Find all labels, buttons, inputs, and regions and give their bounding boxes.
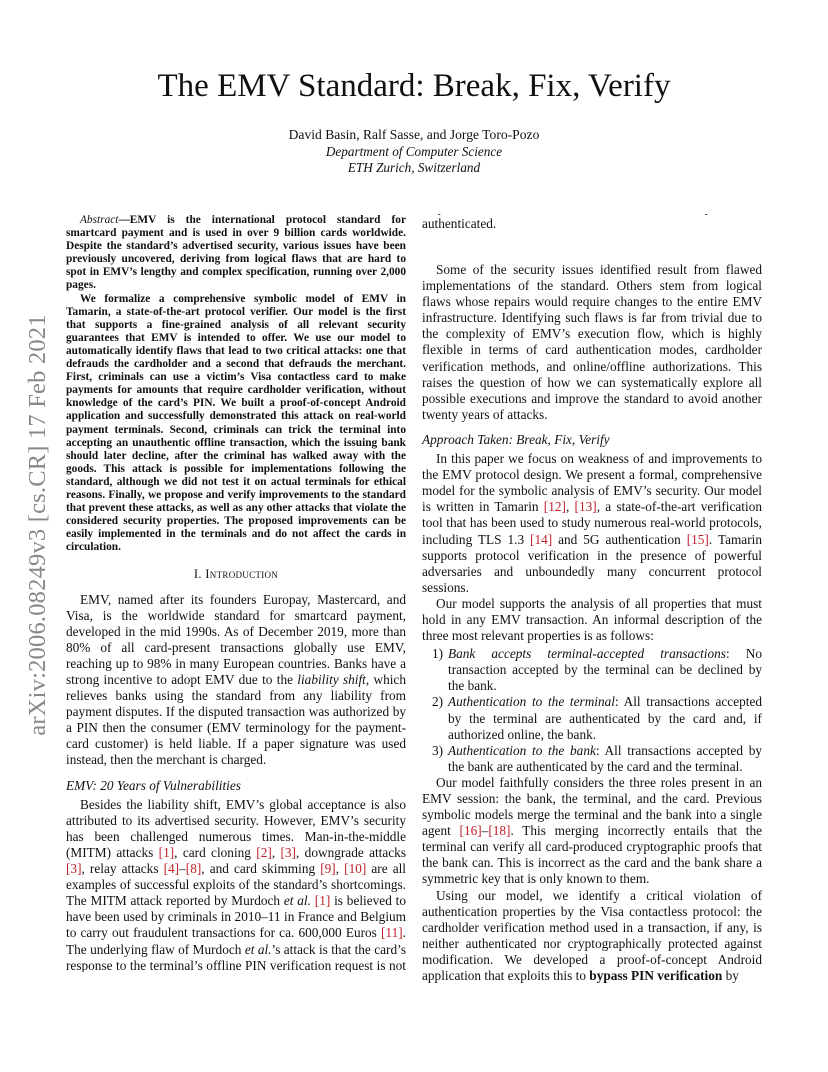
arxiv-stamp — [18, 290, 58, 760]
citation-link[interactable]: [13] — [574, 499, 597, 515]
vulnerabilities-paragraph: Besides the liability shift, EMV’s global acceptance is also attributed to its advertised security. However, EMV’s security has been challenged numerous times. Man-in-the-middle (MITM) attacks [1], card cloning [2], [3], downgrade attacks [3], relay attacks [4]–[8], and card skimming [9], [10] are all examples of successful exploits of the standard’s shortcomings. The MITM attack reported by Murdoch et al. [1] is believed to have been used by criminals in 2010–11 in France and Belgium to carry out fraudulent transactions for ca. 600,000 Euros [11]. The underlying flaw of Murdoch et al.’s attack is that the card’s response to the terminal’s offline PIN verification request is not — [66, 796, 406, 972]
citation-link[interactable]: [14] — [530, 531, 553, 547]
citation-link[interactable]: [1] — [158, 844, 175, 860]
right-column-body — [422, 262, 762, 984]
citation-link[interactable]: [3] — [66, 861, 82, 877]
citation-link[interactable]: [4] — [163, 861, 180, 877]
approach-paragraph: In this paper we focus on weakness of and improvements to the EMV protocol design. We present a formal, comprehensive model for the symbolic analysis of EMV’s security. Our model is written in Tamarin [12], [13], a state-of-the-art verification tool that has been used to study numerous real-world protocols, including TLS 1.3 [14] and 5G authentication [15]. Tamarin supports protocol verification in the presence of powerful adversaries and unboundedly many concurrent protocol sessions. — [422, 451, 762, 595]
citation-link[interactable]: [11] — [381, 925, 403, 941]
list-item: 3) Authentication to the bank: All transactions accepted by the bank are authenticated by the card and the terminal. — [432, 742, 762, 774]
abstract-label: Abstract — [80, 214, 119, 226]
roles-paragraph: Our model faithfully considers the three roles present in an EMV session: the bank, the terminal, and the card. Previous symbolic models merge the terminal and the bank into a single agent [16]–[18]. This merging incorrectly entails that the terminal can verify all card-produced cryptographic proofs that the bank can. This is incorrect as the card and the bank share a symmetric key that is only known to them. — [422, 774, 762, 887]
section-heading-introduction: I. Introduction — [193, 567, 279, 582]
subsection-heading-approach: Approach Taken: Break, Fix, Verify — [422, 431, 610, 447]
intro-paragraph: EMV, named after its founders Europay, Mastercard, and Visa, is the worldwide standard for smartcard payment, developed in the mid 1990s. As of December 2019, more than 80% of all card-present transactions globally use EMV, reaching up to 98% in many European countries. Banks have a strong incentive to adopt EMV due to the liability shift, which relieves banks using the standard from any liability from payment disputes. If the disputed transaction was authorized by a PIN then the consumer (EMV terminology for the payment-card customer) is held liable. If a paper signature was used instead, then the merchant is charged. — [66, 591, 406, 768]
citation-link[interactable]: [1] — [314, 893, 331, 909]
citation-link[interactable]: [3] — [280, 844, 296, 860]
properties-list — [422, 646, 762, 775]
citation-link[interactable]: [2] — [256, 844, 272, 860]
affiliation: ETH Zurich, Switzerland — [347, 160, 481, 175]
authors: David Basin, Ralf Sasse, and Jorge Toro-Pozo — [288, 127, 540, 142]
citation-link[interactable]: [8] — [185, 861, 202, 877]
citation-link[interactable]: [15] — [686, 531, 709, 547]
citation-link[interactable]: [12] — [543, 499, 566, 515]
vulnerabilities-paragraph-continued: authenticated. — [422, 215, 497, 231]
properties-intro-paragraph: Our model supports the analysis of all properties that must hold in any EMV transaction. An informal description of the three most relevant properties is as follows: — [422, 595, 762, 644]
paper-title: The EMV Standard: Break, Fix, Verify — [157, 68, 671, 104]
citation-link[interactable]: [10] — [344, 861, 367, 877]
arxiv-stamp-text: arXiv:2006.08249v3 [cs.CR] 17 Feb 2021 — [24, 314, 51, 736]
list-item: 2) Authentication to the terminal: All transactions accepted by the terminal are authenticated by the card and, if authorized online, the bank. — [432, 694, 762, 742]
citation-link[interactable]: [16] — [459, 823, 482, 839]
left-column — [66, 214, 406, 972]
list-item: 1) Bank accepts terminal-accepted transactions: No transaction accepted by the terminal can be declined by the bank. — [432, 646, 762, 694]
flaws-paragraph: Some of the security issues identified result from flawed implementations of the standard. Others stem from logical flaws whose repairs would require changes to the entire EMV infrastructure. Identifying such flaws is far from trivial due to the complexity of EMV’s execution flow, which is highly flexible in terms of card authentication modes, cardholder verification methods, and online/offline authorizations. This raises the question of how we can systematically explore all possible executions and improve the standard to avoid another twenty years of attacks. — [422, 262, 762, 422]
abstract-paragraph: Abstract—EMV is the international protocol standard for smartcard payment and is used in over 9 billion cards worldwide. Despite the standard’s advertised security, various issues have been previously uncovered, deriving from logical flaws that are hard to spot in EMV’s lengthy and complex specification, running over 2,000 pages. — [66, 214, 406, 292]
subsection-heading-vulnerabilities: EMV: 20 Years of Vulnerabilities — [66, 777, 241, 793]
citation-link[interactable]: [9] — [320, 861, 336, 877]
citation-link[interactable]: [18] — [488, 823, 511, 839]
using-model-paragraph: Using our model, we identify a critical violation of authentication properties by the Visa contactless protocol: the cardholder verification method used in a transaction, if any, is neither authenticated nor cryptographically protected against modification. We developed a proof-of-concept Android application that exploits this to bypass PIN verification by — [422, 887, 762, 984]
department: Department of Computer Science — [325, 144, 503, 159]
abstract-paragraph-2: We formalize a comprehensive symbolic model of EMV in Tamarin, a state-of-the-art protocol verifier. Our model is the first that supports a fine-grained analysis of all relevant security guarantees that EMV is intended to offer. We use our model to automatically identify flaws that lead to two critical attacks: one that defrauds the cardholder and a second that defrauds the merchant. First, criminals can use a victim’s Visa contactless card to make payments for amounts that require cardholder verification, without knowledge of the card’s PIN. We built a proof-of-concept Android application and successfully demonstrated this attack on real-world payment terminals. Second, criminals can trick the terminal into accepting an unauthentic offline transaction, which the issuing bank should later decline, after the criminal has walked away with the goods. This attack is possible for implementations following the standard, although we did not test it on actual terminals for ethical reasons. Finally, we propose and verify improvements to the standard that prevent these attacks, as well as any other attacks that violate the considered security properties. The proposed improvements can be easily implemented in the terminals and do not affect the cards in circulation. — [66, 292, 406, 554]
